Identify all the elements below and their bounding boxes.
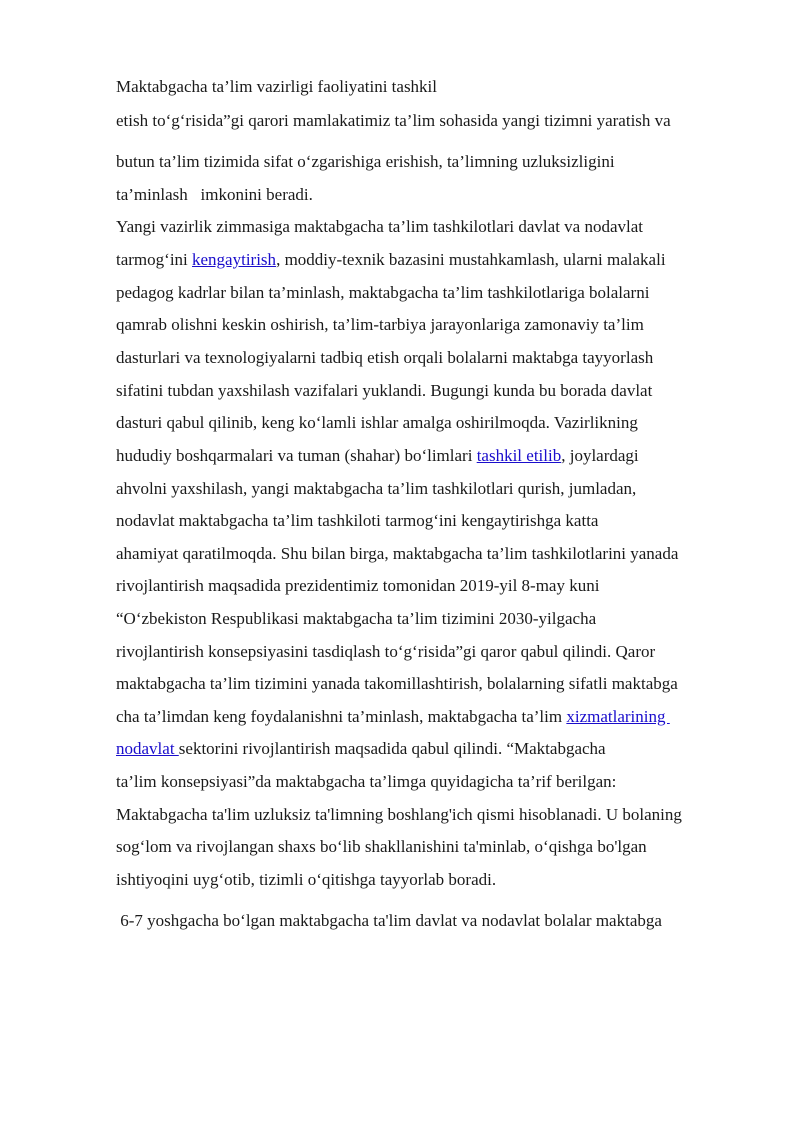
link-xizmatlarining[interactable]: xizmatlarining (566, 707, 670, 726)
text-line: pedagog kadrlar bilan ta’minlash, maktabgacha ta’lim tashkilotlariga bolalarni (116, 283, 650, 302)
text-line: etish to‘g‘risida”gi qarori mamlakatimiz ta’lim sohasida yangi tizimni yaratish va (116, 111, 671, 130)
text-run: tarmog‘ini (116, 250, 193, 269)
text-line (116, 445, 639, 467)
text-line (116, 706, 670, 728)
text-line (116, 249, 666, 271)
text-run: cha ta’limdan keng foydalanishni ta’minlash, maktabgacha ta’lim (116, 707, 567, 726)
text-line: nodavlat maktabgacha ta’lim tashkiloti tarmog‘ini kengaytirishga katta (116, 511, 599, 530)
text-line: 6-7 yoshgacha bo‘lgan maktabgacha ta'lim davlat va nodavlat bolalar maktabga (116, 911, 662, 930)
text-line: ta’minlash imkonini beradi. (116, 185, 313, 204)
text-line: butun ta’lim tizimida sifat o‘zgarishiga erishish, ta’limning uzluksizligini (116, 152, 615, 171)
text-line: ahamiyat qaratilmoqda. Shu bilan birga, maktabgacha ta’lim tashkilotlarini yanada (116, 544, 679, 563)
text-line: sifatini tubdan yaxshilash vazifalari yuklandi. Bugungi kunda bu borada davlat (116, 381, 653, 400)
text-run: , joylardagi (561, 446, 639, 465)
text-line: ahvolni yaxshilash, yangi maktabgacha ta’lim tashkilotlari qurish, jumladan, (116, 479, 637, 498)
text-line: rivojlantirish maqsadida prezidentimiz tomonidan 2019-yil 8-may kuni (116, 576, 600, 595)
text-line: Yangi vazirlik zimmasiga maktabgacha ta’lim tashkilotlari davlat va nodavlat (116, 217, 644, 236)
text-line: Maktabgacha ta’lim vazirligi faoliyatini tashkil (116, 77, 438, 96)
text-line: dasturi qabul qilinib, keng ko‘lamli ishlar amalga oshirilmoqda. Vazirlikning (116, 413, 638, 432)
text-run: , moddiy-texnik bazasini mustahkamlash, ularni malakali (276, 250, 666, 269)
text-line: sog‘lom va rivojlangan shaxs bo‘lib shakllanishini ta'minlab, o‘qishga bo'lgan (116, 837, 647, 856)
link-nodavlat[interactable]: nodavlat (116, 739, 179, 758)
text-line: Maktabgacha ta'lim uzluksiz ta'limning boshlang'ich qismi hisoblanadi. U bolaning (116, 805, 682, 824)
link-kengaytirish[interactable]: kengaytirish (192, 250, 277, 269)
text-line: maktabgacha ta’lim tizimini yanada takomillashtirish, bolalarning sifatli maktabga (116, 674, 678, 693)
text-run: sektorini rivojlantirish maqsadida qabul qilindi. “Maktabgacha (178, 739, 606, 758)
text-line: ta’lim konsepsiyasi”da maktabgacha ta’limga quyidagicha ta’rif berilgan: (116, 772, 617, 791)
text-line (116, 738, 606, 760)
text-line: dasturlari va texnologiyalarni tadbiq etish orqali bolalarni maktabga tayyorlash (116, 348, 654, 367)
text-run: hududiy boshqarmalari va tuman (shahar) bo‘limlari (116, 446, 477, 465)
text-line: “O‘zbekiston Respublikasi maktabgacha ta’lim tizimini 2030-yilgacha (116, 609, 597, 628)
text-line: rivojlantirish konsepsiyasini tasdiqlash to‘g‘risida”gi qaror qabul qilindi. Qaror (116, 642, 656, 661)
text-line: ishtiyoqini uyg‘otib, tizimli o‘qitishga tayyorlab boradi. (116, 870, 497, 889)
text-line: qamrab olishni keskin oshirish, ta’lim-tarbiya jarayonlariga zamonaviy ta’lim (116, 315, 644, 334)
link-tashkil-etilib[interactable]: tashkil etilib (476, 446, 562, 465)
